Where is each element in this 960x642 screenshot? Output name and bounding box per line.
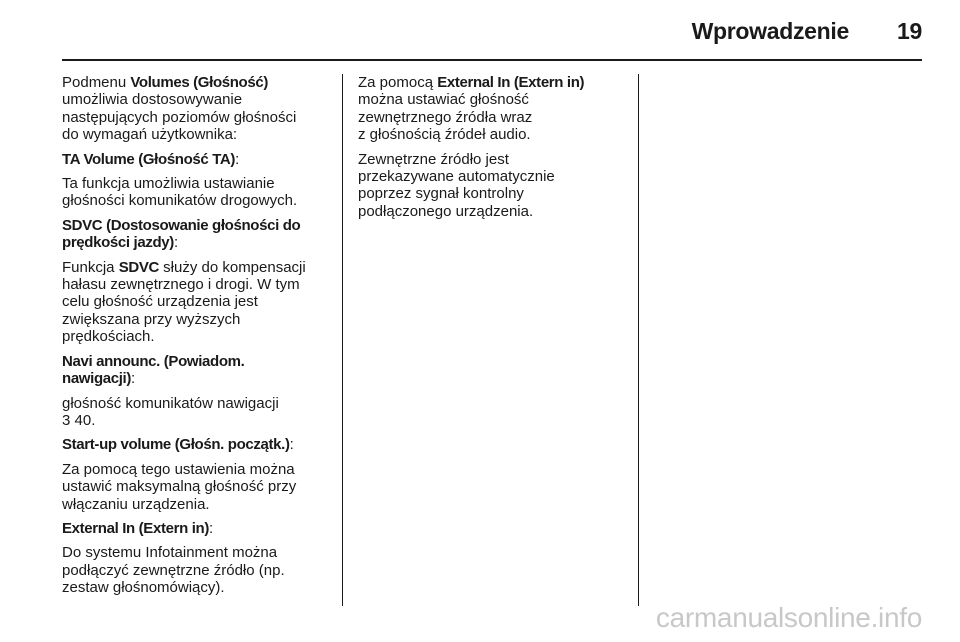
- intro-line: umożliwia dostosowywanie: [62, 91, 243, 109]
- external-line: podłączyć zewnętrzne źródło (np.: [62, 561, 285, 579]
- sdvc-text: służy do kompensacji: [158, 258, 306, 276]
- external-volume-line: można ustawiać głośność: [358, 91, 529, 109]
- external-source-line: przekazywane automatycznie: [358, 168, 555, 186]
- intro-paragraph: [62, 74, 330, 144]
- sdvc-inline-term: SDVC: [118, 258, 159, 276]
- sdvc-heading: SDVC (Dostosowanie głośności do prędkości jazdy):: [62, 216, 301, 252]
- intro-line: następujących poziomów głośności: [62, 108, 297, 126]
- sdvc-term: prędkości jazdy): [62, 234, 174, 252]
- sdvc-paragraph: [62, 259, 330, 346]
- startup-line: włączaniu urządzenia.: [62, 495, 210, 513]
- sdvc-line: zwiększana przy wyższych: [62, 310, 241, 328]
- external-volume-line: zewnętrznego źródła wraz: [358, 108, 533, 126]
- startup-heading: Start-up volume (Głośn. początk.):: [62, 436, 294, 454]
- startup-term: Start-up volume (Głośn. początk.): [62, 436, 290, 454]
- external-volume-term: External In (Extern in): [437, 74, 585, 91]
- ta-paragraph: [62, 175, 330, 210]
- left-column: [62, 74, 330, 604]
- external-volume-paragraph: [358, 74, 628, 144]
- navi-paragraph: [62, 395, 330, 430]
- startup-paragraph: [62, 461, 330, 513]
- navi-term: Navi announc. (Powiadom.: [62, 352, 245, 370]
- watermark: carmanualsonline.info: [655, 602, 922, 633]
- sdvc-term: SDVC (Dostosowanie głośności do: [62, 216, 301, 234]
- external-heading: External In (Extern in):: [62, 519, 214, 537]
- page-reference: 40.: [70, 411, 96, 429]
- ta-heading: TA Volume (Głośność TA):: [62, 150, 240, 168]
- external-paragraph: [62, 544, 330, 596]
- navi-term: nawigacji): [62, 370, 132, 388]
- ta-term: TA Volume (Głośność TA): [62, 150, 236, 168]
- intro-text: Podmenu: [62, 74, 131, 91]
- header-rule: [62, 59, 922, 61]
- volumes-term: Volumes (Głośność): [130, 74, 269, 91]
- sdvc-text: Funkcja: [62, 258, 119, 276]
- external-source-line: podłączonego urządzenia.: [358, 202, 534, 220]
- section-title: Wprowadzenie: [691, 18, 850, 44]
- column-divider-2: [638, 74, 639, 606]
- navi-line: głośność komunikatów nawigacji: [62, 394, 279, 412]
- external-line: zestaw głośnomówiący).: [62, 579, 225, 597]
- page-header: [692, 18, 922, 45]
- startup-line: Za pomocą tego ustawienia można: [62, 460, 295, 478]
- external-source-line: poprzez sygnał kontrolny: [358, 185, 524, 203]
- external-source-paragraph: [358, 151, 628, 221]
- external-volume-line: z głośnością źródeł audio.: [358, 126, 531, 144]
- external-term: External In (Extern in): [62, 519, 209, 537]
- page-number: 19: [897, 18, 922, 44]
- ta-line: Ta funkcja umożliwia ustawianie: [62, 175, 275, 193]
- sdvc-line: celu głośność urządzenia jest: [62, 293, 258, 311]
- navi-heading: Navi announc. (Powiadom. nawigacji):: [62, 352, 245, 388]
- column-divider-1: [342, 74, 343, 606]
- external-source-line: Zewnętrzne źródło jest: [358, 150, 509, 168]
- startup-line: ustawić maksymalną głośność przy: [62, 478, 297, 496]
- intro-line: do wymagań użytkownika:: [62, 126, 238, 144]
- page-reference-icon: 3: [62, 411, 71, 429]
- external-line: Do systemu Infotainment można: [62, 544, 278, 562]
- ta-line: głośności komunikatów drogowych.: [62, 192, 298, 210]
- sdvc-line: prędkościach.: [62, 328, 155, 346]
- external-volume-text: Za pomocą: [358, 74, 438, 91]
- sdvc-line: hałasu zewnętrznego i drogi. W tym: [62, 276, 300, 294]
- right-column: [358, 74, 628, 227]
